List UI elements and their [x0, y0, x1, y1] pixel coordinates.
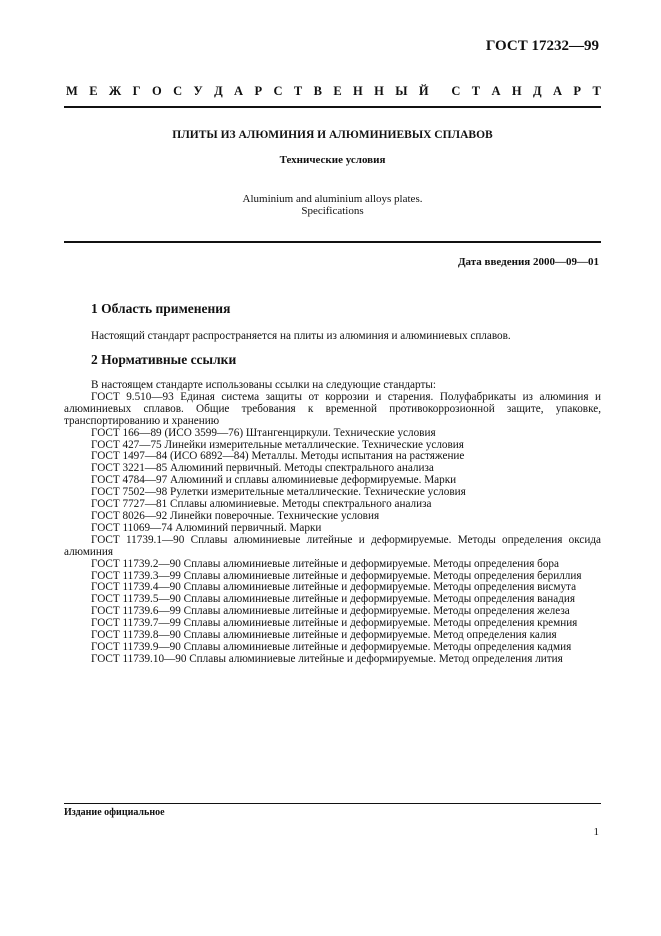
reference-item: ГОСТ 11739.2—90 Сплавы алюминиевые литейные и деформируемые. Методы определения бора	[91, 557, 559, 570]
reference-item: ГОСТ 166—89 (ИСО 3599—76) Штангенциркули. Технические условия	[91, 426, 436, 439]
banner-letter: А	[491, 84, 501, 98]
page-number: 1	[593, 826, 599, 838]
banner-letter: С	[173, 84, 183, 98]
reference-item: ГОСТ 7502—98 Рулетки измерительные металлические. Технические условия	[91, 486, 466, 499]
banner-letter: Е	[333, 84, 342, 98]
english-title-line: Specifications	[301, 205, 364, 217]
banner-letter: Г	[132, 84, 141, 98]
banner-letter: С	[451, 84, 461, 98]
reference-item: ГОСТ 427—75 Линейки измерительные металлические. Технические условия	[91, 438, 464, 451]
reference-item: ГОСТ 3221—85 Алюминий первичный. Методы спектрального анализа	[91, 462, 434, 475]
banner-letter: С	[273, 84, 283, 98]
official-edition-label: Издание официальное	[64, 807, 165, 818]
interstate-standard-banner	[66, 84, 601, 99]
reference-item: ГОСТ 11739.7—99 Сплавы алюминиевые литейные и деформируемые. Методы определения кремния	[91, 617, 578, 630]
banner-letter: Т	[293, 84, 303, 98]
reference-item: ГОСТ 11739.5—90 Сплавы алюминиевые литейные и деформируемые. Методы определения ванадия	[91, 593, 576, 606]
banner-letter: В	[313, 84, 322, 98]
banner-letter: Е	[89, 84, 98, 98]
reference-item: ГОСТ 4784—97 Алюминий и сплавы алюминиевые деформируемые. Марки	[91, 474, 457, 487]
banner-letter: У	[193, 84, 203, 98]
reference-item: ГОСТ 11739.4—90 Сплавы алюминиевые литейные и деформируемые. Методы определения висмута	[91, 581, 577, 594]
banner-letter: Н	[353, 84, 363, 98]
reference-item: ГОСТ 9.510—93 Единая система защиты от коррозии и старения. Полуфабрикаты из алюминия и алюминиевых сплавов. Общие требования к временной противокоррозионной защите, упаковке, транспортированию и хранению	[64, 390, 601, 427]
banner-letter: Д	[533, 84, 542, 98]
section-heading-scope: 1 Область применения	[91, 301, 231, 316]
banner-letter: Д	[214, 84, 223, 98]
top-divider	[64, 106, 601, 108]
reference-item: ГОСТ 11739.6—99 Сплавы алюминиевые литейные и деформируемые. Методы определения железа	[91, 605, 570, 618]
banner-letter: Н	[511, 84, 522, 98]
reference-item: ГОСТ 1497—84 (ИСО 6892—84) Металлы. Методы испытания на растяжение	[91, 450, 465, 463]
reference-item: ГОСТ 11739.3—99 Сплавы алюминиевые литейные и деформируемые. Методы определения бериллия	[91, 569, 582, 582]
banner-letter: Т	[592, 84, 601, 98]
title-divider	[64, 241, 601, 243]
banner-letter: Т	[471, 84, 481, 98]
references-intro: В настоящем стандарте использованы ссылки на следующие стандарты:	[91, 379, 436, 391]
reference-item: ГОСТ 11739.1—90 Сплавы алюминиевые литейные и деформируемые. Методы определения оксида алюминия	[64, 533, 601, 558]
document-subtitle: Технические условия	[279, 154, 386, 166]
document-title: ПЛИТЫ ИЗ АЛЮМИНИЯ И АЛЮМИНИЕВЫХ СПЛАВОВ	[172, 129, 493, 141]
banner-letter: Р	[573, 84, 582, 98]
scope-paragraph: Настоящий стандарт распространяется на плиты из алюминия и алюминиевых сплавов.	[91, 330, 511, 342]
banner-letter: А	[234, 84, 244, 98]
reference-item: ГОСТ 11739.10—90 Сплавы алюминиевые литейные и деформируемые. Метод определения лития	[91, 652, 563, 665]
banner-letter: О	[151, 84, 162, 98]
footer-divider	[64, 803, 601, 804]
section-heading-references: 2 Нормативные ссылки	[91, 352, 237, 367]
reference-item: ГОСТ 8026—92 Линейки поверочные. Технические условия	[91, 509, 380, 522]
banner-letter: Н	[374, 84, 384, 98]
english-title-line: Aluminium and aluminium alloys plates.	[242, 193, 423, 205]
banner-letter: Р	[254, 84, 263, 98]
reference-item: ГОСТ 11069—74 Алюминий первичный. Марки	[91, 521, 322, 534]
banner-letter: М	[66, 84, 78, 98]
banner-letter: Ы	[395, 84, 408, 98]
document-code: ГОСТ 17232—99	[485, 38, 599, 54]
reference-item: ГОСТ 7727—81 Сплавы алюминиевые. Методы спектрального анализа	[91, 498, 432, 511]
english-title	[64, 193, 601, 217]
banner-letter: Й	[418, 84, 429, 98]
banner-letter: Ж	[108, 84, 122, 98]
introduction-date: Дата введения 2000—09—01	[457, 256, 599, 268]
reference-item: ГОСТ 11739.9—90 Сплавы алюминиевые литейные и деформируемые. Методы определения кадмия	[91, 640, 572, 653]
reference-item: ГОСТ 11739.8—90 Сплавы алюминиевые литейные и деформируемые. Метод определения калия	[91, 629, 557, 642]
normative-references-list	[64, 380, 601, 666]
banner-letter: А	[553, 84, 563, 98]
